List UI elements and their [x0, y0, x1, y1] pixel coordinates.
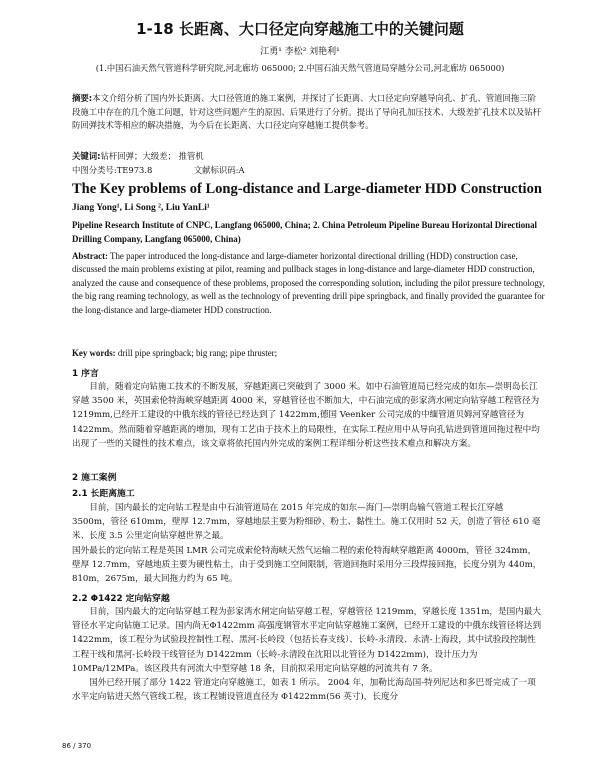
- abstract-cn: [72, 92, 542, 133]
- class-no-label: 中图分类号:: [72, 165, 117, 175]
- section-2-2-heading: 2.2 Φ1422 定向钻穿越: [72, 594, 170, 604]
- english-abstract-text: The paper introduced the long-distance and large-diameter horizontal directional drilling (HDD) construction case, discussed the main problems existing at pilot, reaming and pullback stages in long-distance and large-diameter HDD construction, analyzed the cause and consequence of these problems, proposed the corresponding solution, including the pilot pressure technology, the big rang reaming technology, as well as the technology of preventing drill pipe springback, and finally provided the guarantee for the long-distance and large-diameter HDD construction.: [72, 251, 545, 315]
- section-1-paragraph: 目前，随着定向钻施工技术的不断发展，穿越距离已突破到了 3000 米。如中石油管道局已经完成的如东—崇明岛长江穿越 3500 米，英国索伦特海峡穿越距离 4000 米，穿越管径也不断加大，中石油完成的彭家湾水闸定向钻穿越工程管径为 1219mm,已经开工建设的中俄东线的管径已经达到了 1422mm,德国 Veenker 公司完成的中缅管道贝姆河穿越管径为 1422mm。然而随着穿越距离的增加，现有工艺由于技术上的局限性，在实际工程应用中从导向孔钻进到管道回拖过程中均出现了一些的关键性的技术难点，该文章将依托国内外完成的案例工程详细分析这些技术难点和解决方案。: [72, 382, 540, 449]
- english-affiliation: Pipeline Research Institute of CNPC, Langfang 065000, China; 2. China Petroleum Pipeline Bureau Horizontal Directional Drilling Company, Langfang 065000, China): [72, 220, 538, 244]
- section-2-1-body: [72, 501, 542, 586]
- affiliation: (1.中国石油天然气管道科学研究院,河北廊坊 065000; 2.中国石油天然气管道局穿越分公司,河北廊坊 065000): [95, 63, 505, 73]
- section-2-1-heading: 2.1 长距离施工: [72, 489, 135, 499]
- section-2-1-paragraph-2: 国外最长的定向钻工程是英国 LMR 公司完成索伦特海峡天然气运输二程的索伦特海峡穿越距离 4000m，管径 324mm，壁厚 12.7mm，穿越地质主要为硬性粘土，由于受到施工空间限制，管道回拖时采用分三段焊接回拖，长度分别为 440m，810m，2675m，最大回拖力约为 65 吨。: [72, 545, 542, 585]
- english-abstract-label: Abstract:: [72, 251, 108, 261]
- paper-title: 1-18 长距离、大口径定向穿越施工中的关键问题: [136, 20, 464, 38]
- page-number: 86 / 370: [62, 742, 92, 750]
- english-abstract: [72, 250, 552, 317]
- keywords-cn-label: 关键词:: [72, 151, 101, 161]
- english-keywords-text: drill pipe springback; big rang; pipe thruster;: [117, 348, 278, 358]
- classification: [72, 164, 542, 178]
- section-2-2-paragraph-2: 国外已经开展了部分 1422 管道定向穿越施工，如表 1 所示。 2004 年，加勒比海岛国-特列尼达和多巴哥完成了一项水平定向钻进天然气管线工程，该工程铺设管道直径为 Φ1422mm(56 英寸)，长度分: [72, 678, 536, 703]
- keywords-cn-text: 钻杆回弹；大级差； 推管机: [100, 151, 204, 161]
- english-keywords: [72, 348, 542, 358]
- section-2-heading: 2 施工案例: [72, 473, 117, 483]
- authors: 江勇¹ 李松² 刘艳利¹: [260, 47, 340, 57]
- abstract-cn-label: 摘要:: [72, 93, 93, 103]
- english-title: The Key problems of Long-distance and Large-diameter HDD Construction: [72, 181, 542, 197]
- section-1-heading: 1 序言: [72, 369, 99, 379]
- class-no-value: TE973.8: [116, 165, 153, 175]
- keywords-cn: [72, 150, 542, 164]
- doc-code-label: 文献标识码:: [193, 165, 239, 175]
- english-keywords-label: Key words:: [72, 348, 116, 358]
- section-2-2-paragraph-1: 目前，国内最大的定向钻穿越工程为彭家湾水闸定向钻穿越工程，穿越管径 1219mm，穿越长度 1351m，是国内最大管径水平定向钻施工记录。国内尚无Φ1422mm 高强度钢管水平定向钻穿越施工案例，已经开工建设的中俄东线管径将达到 1422mm，该工程分为试验段控制性工程、黑河-长岭段（包括长春支线）、长岭-永清段、永清-上海段，其中试验段控制性工程干线和黑河-长岭段干线管径为 D1422mm（长岭-永清段在沈阳以北管径为 D1422mm)，设计压力为 10MPa/12MPa。该区段共有河流大中型穿越 18 条，目前拟采用定向钻穿越的河流共有 7 条。: [72, 607, 542, 674]
- section-2-1-paragraph-1: 目前，国内最长的定向钻工程是由中石油管道局在 2015 年完成的如东—海门—崇明岛输气管道工程长江穿越 3500m，管径 610mm，壁厚 12.7mm，穿越地层主要为粉细砂、粉土、黏性土。施工仅用时 52 天，创造了管径 610 毫米、长度 3.5 公里定向钻穿越世界之最。: [72, 503, 541, 542]
- abstract-cn-text: 本文介绍分析了国内外长距离、大口径管道的施工案例，并探讨了长距离、大口径定向穿越导向孔、扩孔、管道回拖三阶段施工中存在的几个施工问题，针对这些问题产生的原因、后果进行了分析。提出了导向孔加压技术、大级差扩孔技术以及钻杆防回弹技术等相应的解决措施，为今后在长距离、大口径定向穿越施工提供参考。: [72, 93, 541, 131]
- section-2-2-body: [72, 605, 542, 704]
- english-authors: Jiang Yong¹, Li Song ², Liu YanLi¹: [72, 203, 210, 213]
- doc-code-value: A: [238, 165, 245, 175]
- section-1-body: [72, 380, 542, 451]
